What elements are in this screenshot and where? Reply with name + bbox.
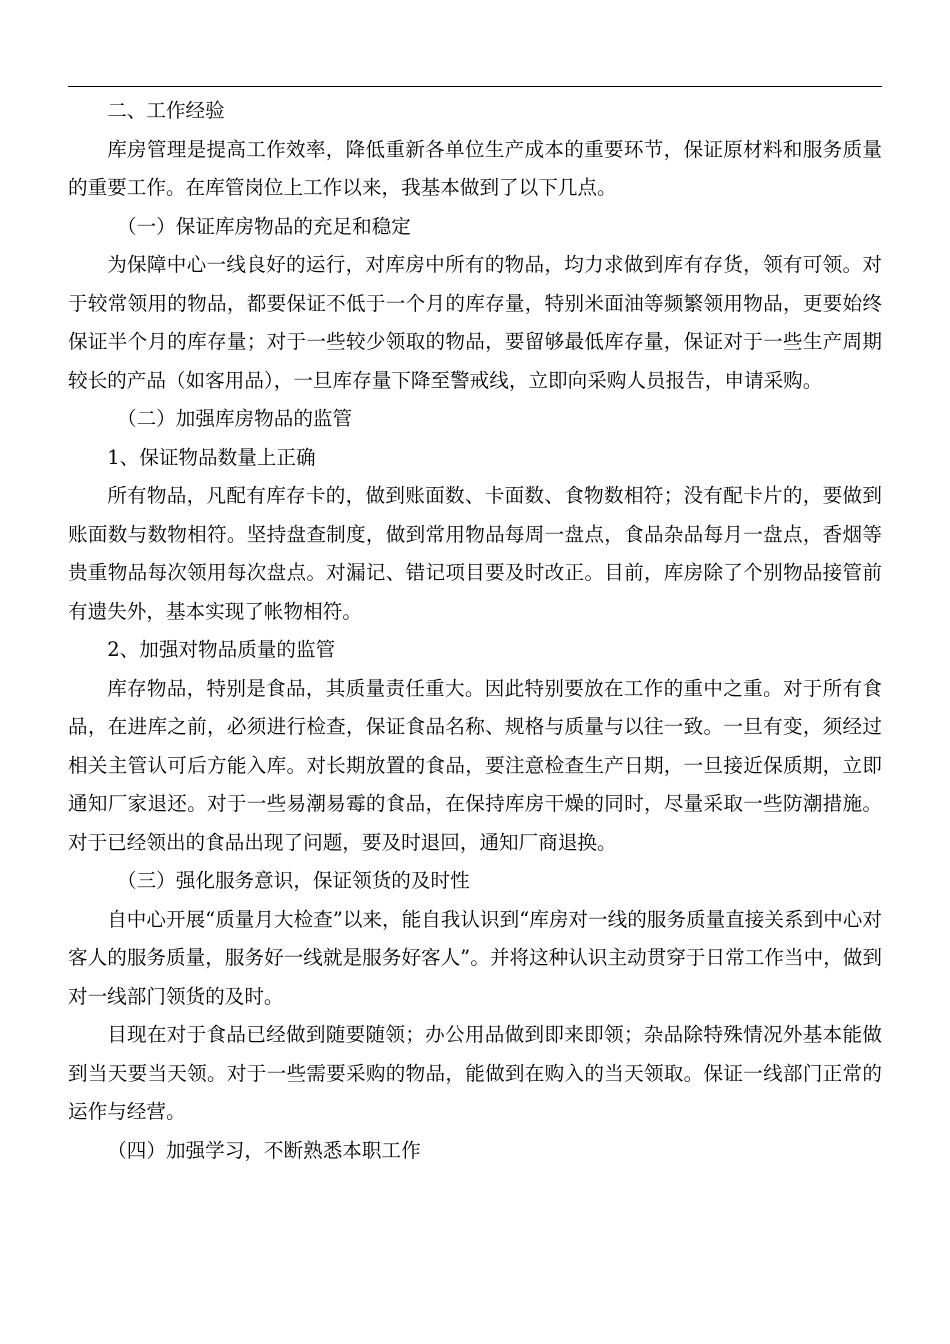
subsection-heading-4: （四）加强学习，不断熟悉本职工作 [107,1138,421,1162]
section-heading-work-experience: 二、工作经验 [107,99,225,122]
body-paragraph: 为保障中心一线良好的运行，对库房中所有的物品，均力求做到库有存货，领有可领。对于较常领用的物品，都要保证不低于一个月的库存量，特别米面油等频繁领用物品，更要始终保证半个月的库存量；对于一些较少领取的物品，要留够最低库存量，保证对于一些生产周期较长的产品（如客用品），一旦库存量下降至警戒线，立即向采购人员报告，申请采购。 [68,253,882,392]
item-heading-1: 1、保证物品数量上正确 [107,445,316,469]
body-paragraph: 库房管理是提高工作效率，降低重新各单位生产成本的重要环节，保证原材料和服务质量的重要工作。在库管岗位上工作以来，我基本做到了以下几点。 [68,137,882,199]
body-paragraph: 所有物品，凡配有库存卡的，做到账面数、卡面数、食物数相符；没有配卡片的，要做到账面数与数物相符。坚持盘查制度，做到常用物品每周一盘点，食品杂品每月一盘点，香烟等贵重物品每次领用每次盘点。对漏记、错记项目要及时改正。目前，库房除了个别物品接管前有遗失外，基本实现了帐物相符。 [68,484,882,623]
subsection-heading-2: （二）加强库房物品的监管 [117,407,353,430]
body-paragraph: 自中心开展“质量月大检查”以来，能自我认识到“库房对一线的服务质量直接关系到中心对客人的服务质量，服务好一线就是服务好客人”。并将这种认识主动贯穿于日常工作当中，做到对一线部门领货的及时。 [68,907,882,1008]
subsection-heading-3: （三）强化服务意识，保证领货的及时性 [117,869,470,892]
item-heading-2: 2、加强对物品质量的监管 [107,638,336,661]
body-paragraph: 目现在对于食品已经做到随要随领；办公用品做到即来即领；杂品除特殊情况外基本能做到当天要当天领。对于一些需要采购的物品，能做到在购入的当天领取。保证一线部门正常的运作与经营。 [68,1023,882,1123]
document-body [68,92,882,1170]
subsection-heading-1: （一）保证库房物品的充足和稳定 [117,214,411,238]
body-paragraph: 库存物品，特别是食品，其质量责任重大。因此特别要放在工作的重中之重。对于所有食品，在进库之前，必须进行检查，保证食品名称、规格与质量与以往一致。一旦有变，须经过相关主管认可后方能入库。对长期放置的食品，要注意检查生产日期，一旦接近保质期，立即通知厂家退还。对于一些易潮易霉的食品，在保持库房干燥的同时，尽量采取一些防潮措施。对于已经领出的食品出现了问题，要及时退回，通知厂商退换。 [68,676,882,854]
header-rule [68,86,882,87]
